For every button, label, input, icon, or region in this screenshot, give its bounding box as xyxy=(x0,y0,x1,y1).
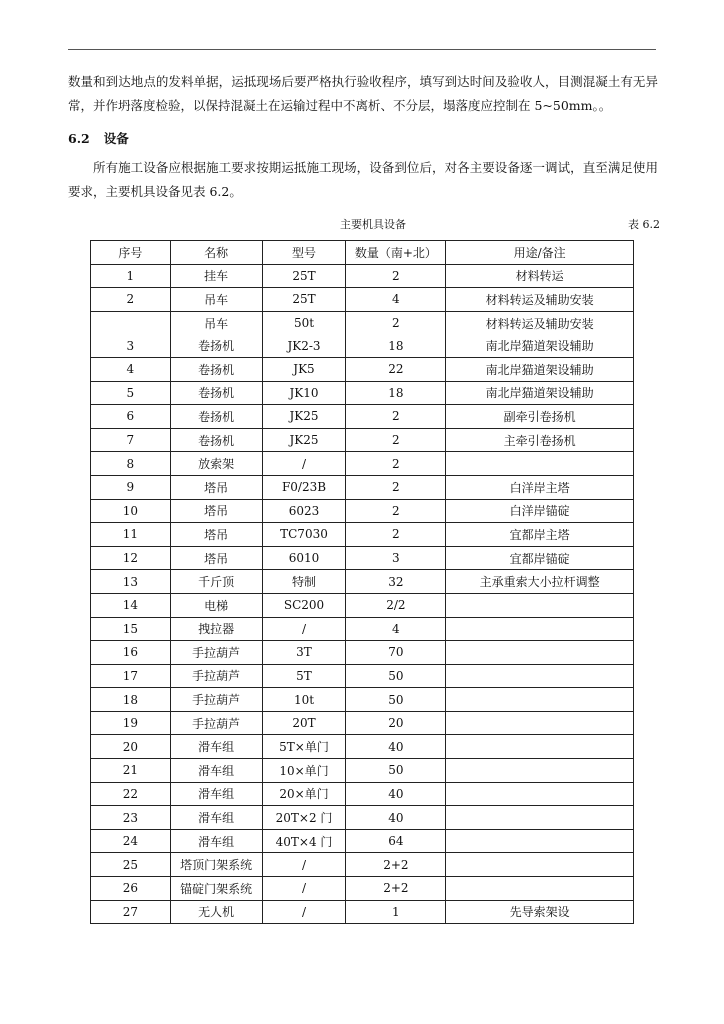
table-cell: 10×单门 xyxy=(262,759,346,783)
table-cell: 32 xyxy=(346,570,446,594)
table-row xyxy=(91,829,634,853)
table-cell: 手拉葫芦 xyxy=(170,664,262,688)
table-row xyxy=(91,499,634,523)
table-cell: 1 xyxy=(91,264,171,288)
table-cell: 4 xyxy=(91,357,171,381)
table-cell: 20 xyxy=(91,735,171,759)
table-cell: 白洋岸主塔 xyxy=(446,475,634,499)
table-cell: 2 xyxy=(346,405,446,429)
table-cell: 50t xyxy=(262,311,346,334)
table-cell: 特制 xyxy=(262,570,346,594)
table-cell: / xyxy=(262,853,346,877)
table-cell: 6010 xyxy=(262,546,346,570)
table-cell: 锚碇门架系统 xyxy=(170,877,262,901)
table-cell: 26 xyxy=(91,877,171,901)
table-caption: 主要机具设备 xyxy=(340,218,406,231)
table-cell: 2 xyxy=(346,264,446,288)
table-cell xyxy=(446,711,634,735)
table-cell: 卷扬机 xyxy=(170,405,262,429)
table-cell: 5 xyxy=(91,381,171,405)
table-cell: SC200 xyxy=(262,593,346,617)
table-cell: JK25 xyxy=(262,428,346,452)
table-header-row xyxy=(91,241,634,265)
table-cell: / xyxy=(262,877,346,901)
table-row xyxy=(91,546,634,570)
table-row xyxy=(91,475,634,499)
table-cell: / xyxy=(262,617,346,641)
header-cell: 数量（南+北） xyxy=(346,241,446,265)
table-row xyxy=(91,264,634,288)
table-cell: 手拉葫芦 xyxy=(170,641,262,665)
table-row xyxy=(91,357,634,381)
table-cell: 22 xyxy=(91,782,171,806)
table-cell xyxy=(446,452,634,476)
table-row xyxy=(91,664,634,688)
table-cell: 塔吊 xyxy=(170,546,262,570)
table-cell: 25T xyxy=(262,288,346,312)
table-cell: 10t xyxy=(262,688,346,712)
table-cell: 50 xyxy=(346,664,446,688)
table-row xyxy=(91,428,634,452)
table-row xyxy=(91,570,634,594)
table-cell: 6 xyxy=(91,405,171,429)
table-cell: 电梯 xyxy=(170,593,262,617)
paragraph-2: 所有施工设备应根据施工要求按期运抵施工现场，设备到位后，对各主要设备逐一调试，直至满足使用要求，主要机具设备见表 6.2。 xyxy=(68,160,658,199)
table-cell: 卷扬机 xyxy=(170,357,262,381)
table-row xyxy=(91,405,634,429)
table-cell: 20×单门 xyxy=(262,782,346,806)
table-cell: 拽拉器 xyxy=(170,617,262,641)
table-row xyxy=(91,334,634,357)
table-cell: 卷扬机 xyxy=(170,334,262,357)
table-cell: 40T×4 门 xyxy=(262,829,346,853)
table-cell: 南北岸猫道架设辅助 xyxy=(446,334,634,357)
table-cell: 10 xyxy=(91,499,171,523)
table-cell xyxy=(446,617,634,641)
table-cell: 13 xyxy=(91,570,171,594)
table-cell xyxy=(446,735,634,759)
table-cell: 5T xyxy=(262,664,346,688)
table-cell: 南北岸猫道架设辅助 xyxy=(446,357,634,381)
table-cell: 4 xyxy=(346,288,446,312)
table-cell xyxy=(446,853,634,877)
table-cell xyxy=(446,593,634,617)
table-cell: 塔吊 xyxy=(170,499,262,523)
table-cell: 4 xyxy=(346,617,446,641)
table-cell: 7 xyxy=(91,428,171,452)
table-cell xyxy=(446,782,634,806)
table-cell: 挂车 xyxy=(170,264,262,288)
table-cell: 20T xyxy=(262,711,346,735)
table-cell: 3T xyxy=(262,641,346,665)
table-row xyxy=(91,381,634,405)
table-cell xyxy=(446,688,634,712)
table-cell: 手拉葫芦 xyxy=(170,688,262,712)
table-cell: 卷扬机 xyxy=(170,428,262,452)
paragraph-1: 数量和到达地点的发料单据，运抵现场后要严格执行验收程序，填写到达时间及验收人，目测混凝土有无异常，并作坍落度检验，以保持混凝土在运输过程中不离析、不分层，塌落度应控制在 5~50mm。。 xyxy=(68,74,658,113)
table-cell: 滑车组 xyxy=(170,759,262,783)
table-cell xyxy=(446,829,634,853)
table-row xyxy=(91,288,634,312)
table-cell: 2/2 xyxy=(346,593,446,617)
table-row xyxy=(91,641,634,665)
table-cell: JK10 xyxy=(262,381,346,405)
table-cell xyxy=(446,641,634,665)
table-row xyxy=(91,452,634,476)
table-cell: JK5 xyxy=(262,357,346,381)
table-cell: 25T xyxy=(262,264,346,288)
table-cell: 吊车 xyxy=(170,311,262,334)
table-cell: 12 xyxy=(91,546,171,570)
table-row xyxy=(91,806,634,830)
table-cell: 50 xyxy=(346,688,446,712)
table-cell: 塔吊 xyxy=(170,523,262,547)
table-cell: 材料转运及辅助安装 xyxy=(446,311,634,334)
table-cell: 22 xyxy=(346,357,446,381)
table-cell: 滑车组 xyxy=(170,782,262,806)
table-cell: 11 xyxy=(91,523,171,547)
table-number: 表 6.2 xyxy=(628,218,660,231)
table-cell: 先导索架设 xyxy=(446,900,634,924)
table-cell: 21 xyxy=(91,759,171,783)
table-cell: 南北岸猫道架设辅助 xyxy=(446,381,634,405)
table-cell: 2 xyxy=(346,475,446,499)
table-cell: 3 xyxy=(91,334,171,357)
table-cell: 6023 xyxy=(262,499,346,523)
table-row xyxy=(91,759,634,783)
header-rule xyxy=(68,49,656,50)
table-cell: 2 xyxy=(346,311,446,334)
table-cell: 14 xyxy=(91,593,171,617)
table-cell: 塔顶门架系统 xyxy=(170,853,262,877)
table-cell xyxy=(446,806,634,830)
table-cell: 2 xyxy=(346,452,446,476)
table-cell: 放索架 xyxy=(170,452,262,476)
table-cell: 卷扬机 xyxy=(170,381,262,405)
table-cell: 2 xyxy=(91,288,171,312)
table-cell: 宜都岸锚碇 xyxy=(446,546,634,570)
table-row xyxy=(91,523,634,547)
table-cell xyxy=(91,311,171,334)
table-cell: 40 xyxy=(346,806,446,830)
table-row xyxy=(91,853,634,877)
table-cell xyxy=(446,664,634,688)
table-cell: 主承重索大小拉杆调整 xyxy=(446,570,634,594)
table-cell: 15 xyxy=(91,617,171,641)
section-heading xyxy=(68,129,129,147)
table-cell: 滑车组 xyxy=(170,829,262,853)
equipment-table xyxy=(90,240,634,924)
table-cell: 23 xyxy=(91,806,171,830)
table-cell: 16 xyxy=(91,641,171,665)
table-cell: 手拉葫芦 xyxy=(170,711,262,735)
table-row xyxy=(91,311,634,334)
table-cell: 2+2 xyxy=(346,853,446,877)
table-cell: 5T×单门 xyxy=(262,735,346,759)
table-cell: 20T×2 门 xyxy=(262,806,346,830)
table-cell: 材料转运及辅助安装 xyxy=(446,288,634,312)
table-row xyxy=(91,593,634,617)
table-cell: 18 xyxy=(346,334,446,357)
table-cell: 70 xyxy=(346,641,446,665)
table-cell: 塔吊 xyxy=(170,475,262,499)
table-cell: 滑车组 xyxy=(170,806,262,830)
table-cell: 千斤顶 xyxy=(170,570,262,594)
table-cell: TC7030 xyxy=(262,523,346,547)
header-cell: 型号 xyxy=(262,241,346,265)
table-cell: 18 xyxy=(346,381,446,405)
table-row xyxy=(91,782,634,806)
table-cell: 吊车 xyxy=(170,288,262,312)
table-row xyxy=(91,617,634,641)
table-cell: 18 xyxy=(91,688,171,712)
table-cell: 50 xyxy=(346,759,446,783)
table-cell: JK2-3 xyxy=(262,334,346,357)
table-cell: 9 xyxy=(91,475,171,499)
table-cell: 无人机 xyxy=(170,900,262,924)
table-cell: 2 xyxy=(346,499,446,523)
table-row xyxy=(91,735,634,759)
header-cell: 名称 xyxy=(170,241,262,265)
table-cell: 19 xyxy=(91,711,171,735)
table-cell: 64 xyxy=(346,829,446,853)
table-cell: 25 xyxy=(91,853,171,877)
table-row xyxy=(91,900,634,924)
table-cell xyxy=(446,759,634,783)
header-cell: 用途/备注 xyxy=(446,241,634,265)
table-cell: 24 xyxy=(91,829,171,853)
table-cell: 白洋岸锚碇 xyxy=(446,499,634,523)
table-body xyxy=(91,264,634,924)
table-cell: 17 xyxy=(91,664,171,688)
table-cell: 40 xyxy=(346,782,446,806)
section-number: 6.2 xyxy=(68,131,90,146)
table-cell: F0/23B xyxy=(262,475,346,499)
table-cell: 材料转运 xyxy=(446,264,634,288)
table-cell: JK25 xyxy=(262,405,346,429)
table-cell: / xyxy=(262,452,346,476)
table-cell: 滑车组 xyxy=(170,735,262,759)
table-cell: 1 xyxy=(346,900,446,924)
table-row xyxy=(91,877,634,901)
table-cell: 27 xyxy=(91,900,171,924)
section-title: 设备 xyxy=(103,131,129,146)
table-cell: 2 xyxy=(346,428,446,452)
table-cell xyxy=(446,877,634,901)
table-cell: 8 xyxy=(91,452,171,476)
header-cell: 序号 xyxy=(91,241,171,265)
table-cell: 主牵引卷扬机 xyxy=(446,428,634,452)
table-cell: 宜都岸主塔 xyxy=(446,523,634,547)
table-cell: 40 xyxy=(346,735,446,759)
table-cell: 3 xyxy=(346,546,446,570)
table-cell: 2 xyxy=(346,523,446,547)
table-cell: / xyxy=(262,900,346,924)
table-cell: 2+2 xyxy=(346,877,446,901)
table-cell: 20 xyxy=(346,711,446,735)
table-row xyxy=(91,711,634,735)
table-row xyxy=(91,688,634,712)
table-cell: 副牵引卷扬机 xyxy=(446,405,634,429)
